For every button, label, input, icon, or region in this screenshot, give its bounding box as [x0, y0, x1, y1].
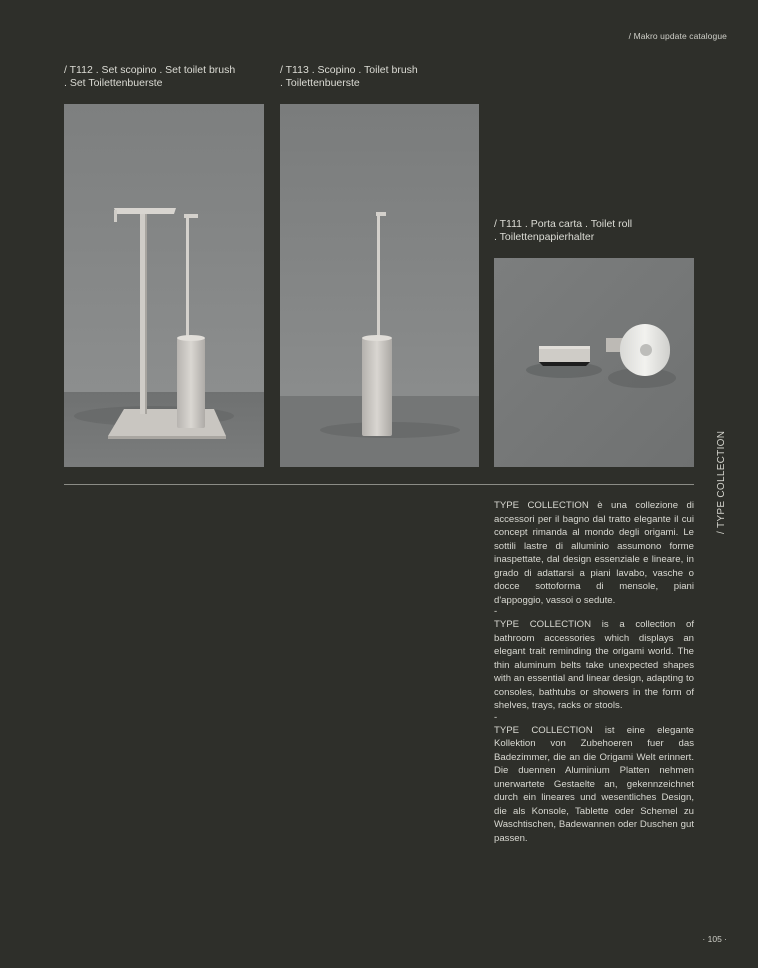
side-collection-label	[716, 430, 728, 538]
caption-t111-line2: . Toilettenpapierhalter	[494, 230, 595, 243]
caption-t112-line1: / T112 . Set scopino . Set toilet brush	[64, 64, 236, 76]
photo-t111-roll-holder	[494, 258, 694, 467]
caption-t113-line1: / T113 . Scopino . Toilet brush	[280, 64, 418, 76]
catalogue-label: / Makro update catalogue	[628, 31, 727, 41]
caption-t111	[494, 218, 632, 243]
collection-description	[494, 499, 694, 845]
section-divider	[64, 484, 694, 485]
description-separator: -	[494, 606, 498, 617]
page-number: · 105 ·	[702, 934, 727, 944]
photo-t112-brush-set	[64, 104, 264, 467]
description-german: TYPE COLLECTION ist eine elegante Kollektion von Zubehoeren fuer das Badezimmer, die an die Origami Welt erinnert. Die duennen Aluminium Platten nehmen unerwartete Gestaelte an, gekennzeichnet durch ein lineares und wesentliches Design, die als Konsole, Tablette oder Schemel zu Waschtischen, Badewannen oder Duschen gut passen.	[494, 724, 694, 844]
caption-t112	[64, 64, 235, 89]
caption-t111-line1: / T111 . Porta carta . Toilet roll	[494, 218, 633, 230]
description-italian: TYPE COLLECTION è una collezione di accessori per il bagno dal tratto elegante il cui concept rimanda al mondo degli origami. Le sottili lastre di alluminio assumono forme inaspettate, dal design essenziale e lineare, in grado di adattarsi a piani lavabo, vasche o docce sottoforma di mensole, piani d'appoggio, vassoi o sedute.	[494, 500, 694, 606]
side-collection-label-text: / TYPE COLLECTION	[716, 430, 727, 534]
description-separator-2: -	[494, 711, 498, 723]
caption-t113-line2: . Toilettenbuerste	[280, 76, 360, 89]
caption-t112-line2: . Set Toilettenbuerste	[64, 76, 163, 89]
description-english: TYPE COLLECTION is a collection of bathroom accessories which displays an elegant trait reminding the origami world. The thin aluminum belts take unexpected shapes with an essential and linear design, adapting to consoles, bathtubs or showers in the form of shelves, trays, racks or stools.	[494, 619, 694, 711]
caption-t113	[280, 64, 418, 89]
photo-t113-toilet-brush	[280, 104, 479, 467]
